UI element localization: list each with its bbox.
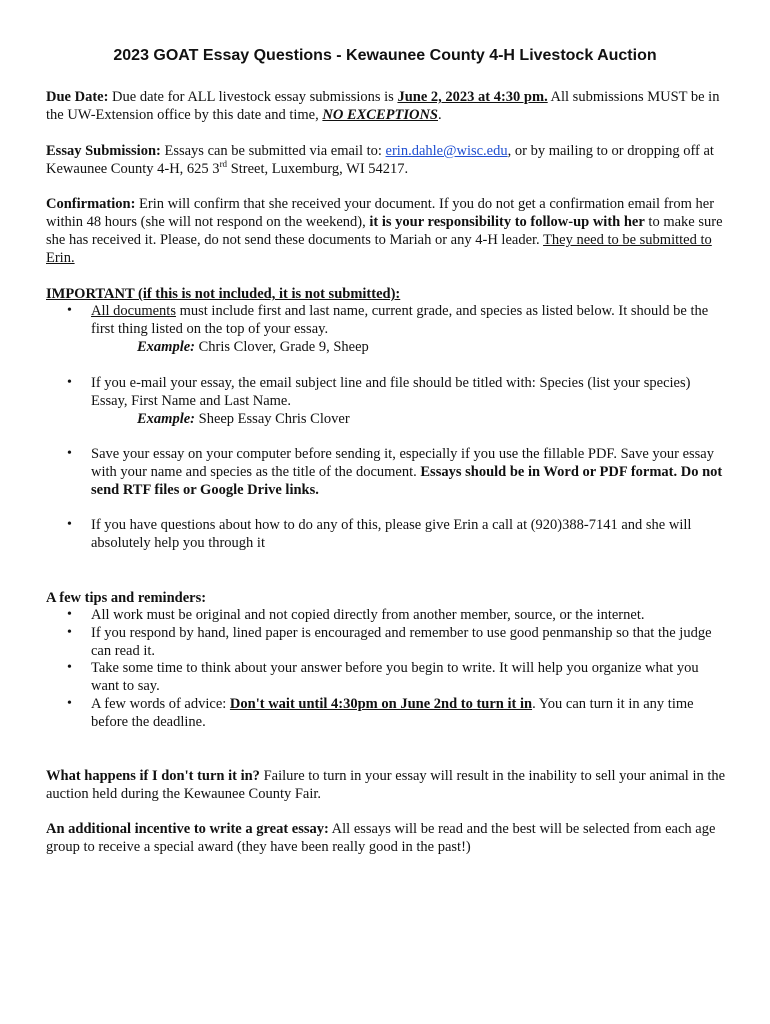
submission-text-2: , or by mailing to or dropping off at Kewaunee County 4-H, 625 3 <box>46 143 714 177</box>
example-1-label: Example: <box>137 339 195 355</box>
bullet-icon: • <box>67 696 72 711</box>
due-date-value: June 2, 2023 at 4:30 pm. <box>397 89 548 105</box>
example-2-label: Example: <box>137 411 195 427</box>
email-link[interactable]: erin.dahle@wisc.edu <box>385 143 508 159</box>
submission-text-3: Street, Luxemburg, WI 54217. <box>227 161 409 177</box>
all-documents: All documents <box>91 303 176 319</box>
due-date-label: Due Date: <box>46 89 109 105</box>
bullet-icon: • <box>67 446 72 461</box>
example-2 <box>137 410 350 428</box>
what-happens-paragraph <box>46 767 726 803</box>
incentive-text: All essays will be read and the best will be selected from each age group to receive a special award (they have been really good in the past!) <box>46 821 716 855</box>
bullet-icon: • <box>67 375 72 390</box>
important-item-3-bold: Essays should be in Word or PDF format. Do not send RTF files or Google Drive links. <box>91 464 723 498</box>
submission-label: Essay Submission: <box>46 143 161 159</box>
bullet-icon: • <box>67 607 72 622</box>
important-item-1-text: must include first and last name, current grade, and species as listed below. It should be the first thing listed on the top of your essay. <box>91 303 709 337</box>
no-exceptions: NO EXCEPTIONS <box>322 107 438 123</box>
tip-item-4 <box>91 695 727 731</box>
due-date-end: . <box>438 107 442 123</box>
superscript-rd: rd <box>219 159 228 170</box>
tip-item-2: If you respond by hand, lined paper is encouraged and remember to use good penmanship so that the judge can read it. <box>91 625 712 659</box>
what-happens-text: Failure to turn in your essay will result in the inability to sell your animal in the auction held during the Kewaunee County Fair. <box>46 768 726 802</box>
confirmation-text-2: to make sure she has received it. Please, do not send these documents to Mariah or any 4-H leader. <box>46 214 723 248</box>
important-heading: IMPORTANT (if this is not included, it is not submitted): <box>46 286 401 302</box>
important-item-2: If you e-mail your essay, the email subject line and file should be titled with: Species (list your species) Essay, First Name and Last Name. <box>91 375 691 409</box>
bullet-icon: • <box>67 660 72 675</box>
bullet-icon: • <box>67 625 72 640</box>
tip-item-4-bold: Don't wait until 4:30pm on June 2nd to turn it in <box>229 696 533 712</box>
confirmation-bold: it is your responsibility to follow-up with her <box>369 214 645 230</box>
incentive-paragraph <box>46 820 726 856</box>
incentive-label: An additional incentive to write a great essay: <box>46 821 329 837</box>
due-date-text: Due date for ALL livestock essay submissions is <box>108 89 398 105</box>
confirmation-label: Confirmation: <box>46 196 136 212</box>
tip-item-4-text: A few words of advice: <box>91 696 230 712</box>
tip-item-3: Take some time to think about your answer before you begin to write. It will help you organize what you want to say. <box>91 660 699 694</box>
confirmation-text: Erin will confirm that she received your document. If you do not get a confirmation email from her within 48 hours (she will not respond on the weekend), <box>46 196 715 230</box>
important-item-3-text: Save your essay on your computer before sending it, especially if you use the fillable PDF. Save your essay with your name and species as the title of the document. <box>91 446 714 480</box>
example-1-text: Chris Clover, Grade 9, Sheep <box>195 339 369 355</box>
essay-submission-paragraph <box>46 142 726 178</box>
example-1 <box>137 338 369 356</box>
due-date-text-2: All submissions MUST be in the UW-Extension office by this date and time, <box>46 89 720 123</box>
tips-heading: A few tips and reminders: <box>46 590 207 606</box>
confirmation-paragraph <box>46 195 726 267</box>
tip-item-1: All work must be original and not copied directly from another member, source, or the internet. <box>91 607 645 623</box>
document-title: 2023 GOAT Essay Questions - Kewaunee County 4-H Livestock Auction <box>113 47 657 64</box>
important-item-4: If you have questions about how to do any of this, please give Erin a call at (920)388-7141 and she will absolutely help you through it <box>91 517 692 551</box>
bullet-icon: • <box>67 517 72 532</box>
tip-item-4-end: . You can turn it in any time before the deadline. <box>91 696 694 730</box>
due-date-paragraph <box>46 88 726 124</box>
submission-text: Essays can be submitted via email to: <box>160 143 386 159</box>
what-happens-label: What happens if I don't turn it in? <box>46 768 260 784</box>
example-2-text: Sheep Essay Chris Clover <box>195 411 350 427</box>
important-item-1 <box>91 302 727 338</box>
bullet-icon: • <box>67 303 72 318</box>
confirmation-underline: They need to be submitted to Erin. <box>46 232 712 266</box>
important-item-3 <box>91 445 727 499</box>
